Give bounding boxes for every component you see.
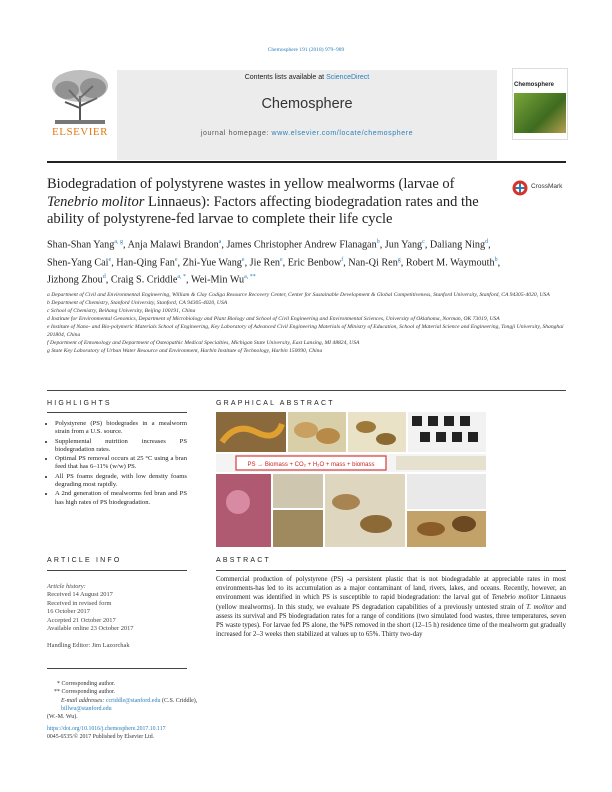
sciencedirect-link[interactable]: ScienceDirect [326, 74, 370, 81]
crossmark-label: CrossMark [531, 183, 563, 190]
author-name[interactable]: Wei-Min Wu [190, 274, 245, 286]
author-separator: , [111, 257, 117, 269]
author-name[interactable]: Eric Benbow [287, 257, 342, 269]
author-list [47, 235, 512, 288]
info-bottom-rule [47, 668, 187, 669]
author-separator: , [497, 257, 501, 269]
affiliation-a: a Department of Civil and Environmental Engineering, William & Clay Codiga Resource Recovery Center, Center for Sustainable Development & Global Competitiveness, Stanford University, Stanford, CA 94305-4020, USA [47, 292, 550, 298]
author-name[interactable]: Zhi-Yue Wang [182, 257, 242, 269]
ga-equation: PS → Biomass + CO₂ + H₂O + mass + biomass [247, 462, 375, 468]
author-separator: , [221, 239, 227, 251]
author-name[interactable]: Nan-Qi Ren [348, 257, 398, 269]
author-affiliation-marker[interactable]: e [241, 256, 245, 263]
history-online: Available online 23 October 2017 [47, 625, 134, 633]
title-part2: Linnaeus): Factors affecting biodegradation rates and the ability of polystyrene-fed larvae to complete their life cycle [47, 193, 479, 227]
highlight-item: • All PS foams degrade, with low density foams degrading most rapidly. [55, 473, 187, 490]
affiliation-g: g State Key Laboratory of Urban Water Resource and Environment, Harbin Institute of Technology, Harbin 150090, China [47, 348, 323, 354]
journal-homepage [117, 130, 497, 137]
highlights-rule [47, 412, 187, 413]
header-rule [47, 161, 566, 163]
highlight-item: • Optimal PS removal occurs at 25 °C using a bran feed that has 6–11% (w/w) PS. [55, 455, 187, 472]
author-affiliation-marker[interactable]: a [218, 239, 222, 245]
history-revised: Received in revised form [47, 599, 112, 607]
title-species: Tenebrio molitor [47, 193, 145, 210]
highlights-list [47, 420, 187, 508]
abstract-part3: and assess its survival and PS biodegradation rates for a range of conditions (two simulated food wastes, three temperatures, seven PS waste types). For larvae fed PS alone, the %PS removed in the short (12–15 h) residence time of the mealworm gut gradually increased for 2–3 weeks then stabilized at values up to 65%. Thirty two-day [216, 603, 566, 639]
author-name[interactable]: Han-Qing Fan [116, 257, 175, 269]
author-separator: , [424, 239, 430, 251]
graphical-abstract-heading: GRAPHICAL ABSTRACT [216, 400, 335, 407]
affiliations [47, 291, 566, 355]
author-separator: , [123, 239, 128, 251]
journal-name: Chemosphere [261, 96, 353, 112]
affiliation-e: e Institute of Nano- and Bio-polymeric Materials School of Engineering, Key Laboratory of Advanced Civil Engineering Materials of Ministry of Education, School of Material Science and Engineering, Tongji University, Shanghai 201804, China [47, 324, 564, 338]
author-separator: , [186, 274, 191, 286]
abstract-text [216, 575, 566, 639]
author-affiliation-marker[interactable]: b [494, 256, 498, 263]
affiliation-f: f Department of Entomology and Department of Osteopathic Medical Specialties, Michigan State University, East Lansing, MI 48824, USA [47, 340, 360, 346]
author-affiliation-marker[interactable]: e [279, 256, 283, 263]
cover-image [514, 93, 566, 133]
corresponding-author-2: ** Corresponding author. [54, 689, 116, 696]
author-separator: , [400, 257, 406, 269]
abstract-part2: Linnaeus (yellow mealworms). In this study, we evaluate PS degradation capabilities of a previously untested strain of [216, 594, 566, 611]
author-name[interactable]: Daliang Ning [429, 239, 486, 251]
author-name[interactable]: Anja Malawi Brandon [127, 239, 219, 251]
author-name[interactable]: Robert M. Waymouth [405, 257, 495, 269]
article-title [47, 176, 502, 229]
abstract-rule [216, 570, 566, 571]
email-owner-2: (W.-M. Wu). [47, 714, 78, 721]
footnotes [47, 680, 247, 721]
cover-title: Chemosphere [514, 82, 555, 88]
title-part1: Biodegradation of polystyrene wastes in yellow mealworms (larvae of [47, 176, 455, 192]
email-line [47, 697, 247, 714]
author-affiliation-marker[interactable]: d [485, 239, 489, 245]
affiliation-d: d Institute for Environmental Genomics, Department of Microbiology and Plant Biology and School of Civil Engineering and Environmental Sciences, University of Oklahoma, Norman, OK 73019, USA [47, 316, 500, 322]
author-separator: , [244, 257, 250, 269]
highlight-item: • Polystyrene (PS) biodegrades in a mealworm strain from a U.S. source. [55, 420, 187, 437]
author-separator: , [343, 257, 349, 269]
abstract-species-1: Tenebrio molitor [491, 594, 539, 602]
author-affiliation-marker[interactable]: b [376, 239, 380, 245]
contents-prefix: Contents lists available at [244, 74, 327, 81]
homepage-link[interactable]: www.elsevier.com/locate/chemosphere [271, 130, 414, 137]
author-affiliation-marker[interactable]: a, * [177, 274, 187, 281]
author-affiliation-marker[interactable]: d [102, 274, 106, 281]
author-affiliation-marker[interactable]: e [174, 256, 178, 263]
journal-header [117, 70, 497, 160]
author-name[interactable]: James Christopher Andrew Flanagan [226, 239, 377, 251]
copyright: 0045-6535/© 2017 Published by Elsevier Ltd. [47, 734, 155, 740]
crossmark-icon [512, 180, 528, 196]
journal-citation[interactable]: Chemosphere 191 (2018) 979–989 [267, 47, 345, 53]
author-name[interactable]: Jie Ren [249, 257, 280, 269]
author-affiliation-marker[interactable]: a, ** [244, 274, 256, 281]
affiliation-c: c School of Chemistry, Beihang University, Beijing 100191, China [47, 308, 196, 314]
history-accepted: Accepted 21 October 2017 [47, 616, 116, 624]
history-label: Article history: [47, 583, 86, 590]
doi-block [47, 725, 267, 741]
author-name[interactable]: Shan-Shan Yang [47, 239, 115, 251]
author-separator: , [105, 274, 111, 286]
author-separator: , [177, 257, 183, 269]
elsevier-wordmark: ELSEVIER [52, 126, 108, 138]
doi-link[interactable]: https://doi.org/10.1016/j.chemosphere.2017.10.117 [47, 726, 166, 732]
email-link-2[interactable]: billwu@stanford.edu [61, 705, 112, 712]
author-name[interactable]: Jun Yang [384, 239, 423, 251]
email-label: E-mail addresses: [61, 697, 106, 704]
author-affiliation-marker[interactable]: g [397, 256, 401, 263]
graphical-abstract-image [216, 412, 486, 547]
affiliation-rule [47, 390, 566, 391]
email-link-1[interactable]: ccriddle@stanford.edu [105, 697, 161, 704]
author-affiliation-marker[interactable]: c [422, 239, 425, 245]
affiliation-b: b Department of Chemistry, Stanford University, Stanford, CA 94305-4020, USA [47, 300, 228, 306]
corresponding-author-1: * Corresponding author. [57, 681, 116, 687]
handling-editor: Handling Editor: Jim Lazorchak [47, 642, 130, 650]
author-name[interactable]: Shen-Yang Cai [47, 257, 109, 269]
article-info-heading: ARTICLE INFO [47, 557, 122, 564]
highlight-item: • Supplemental nutrition increases PS biodegradation rates. [55, 438, 187, 455]
author-separator: , [488, 239, 491, 251]
highlight-item: • A 2nd generation of mealworms fed bran and PS has high rates of PS biodegradation. [55, 490, 187, 507]
author-name[interactable]: Jizhong Zhou [47, 274, 103, 286]
email-owner-1: (C.S. Criddle), [160, 697, 198, 704]
highlights-heading: HIGHLIGHTS [47, 400, 112, 407]
history-received: Received 14 August 2017 [47, 591, 113, 599]
author-name[interactable]: Craig S. Criddle [110, 274, 178, 286]
article-info [47, 583, 187, 651]
author-separator: , [379, 239, 385, 251]
abstract-part1: Commercial production of polystyrene (PS) -a persistent plastic that is not biodegradable at appreciable rates in most environments-has led to its accumulation as a major contaminant of land, rivers, lakes, and oceans. Recently, however, an environment was identified in which PS is susceptible to rapid biodegradation: the larval gut of [216, 576, 566, 602]
author-affiliation-marker[interactable]: a, g [114, 239, 124, 245]
homepage-prefix: journal homepage: [200, 130, 272, 137]
author-affiliation-marker[interactable]: f [341, 256, 344, 263]
contents-line [117, 74, 497, 81]
abstract-species-2: T. molitor [526, 603, 554, 611]
author-affiliation-marker[interactable]: e [108, 256, 112, 263]
abstract-heading: ABSTRACT [216, 557, 271, 564]
crossmark-badge[interactable] [512, 180, 570, 196]
info-rule [47, 570, 187, 571]
author-separator: , [282, 257, 288, 269]
history-revised-date: 16 October 2017 [47, 608, 90, 616]
